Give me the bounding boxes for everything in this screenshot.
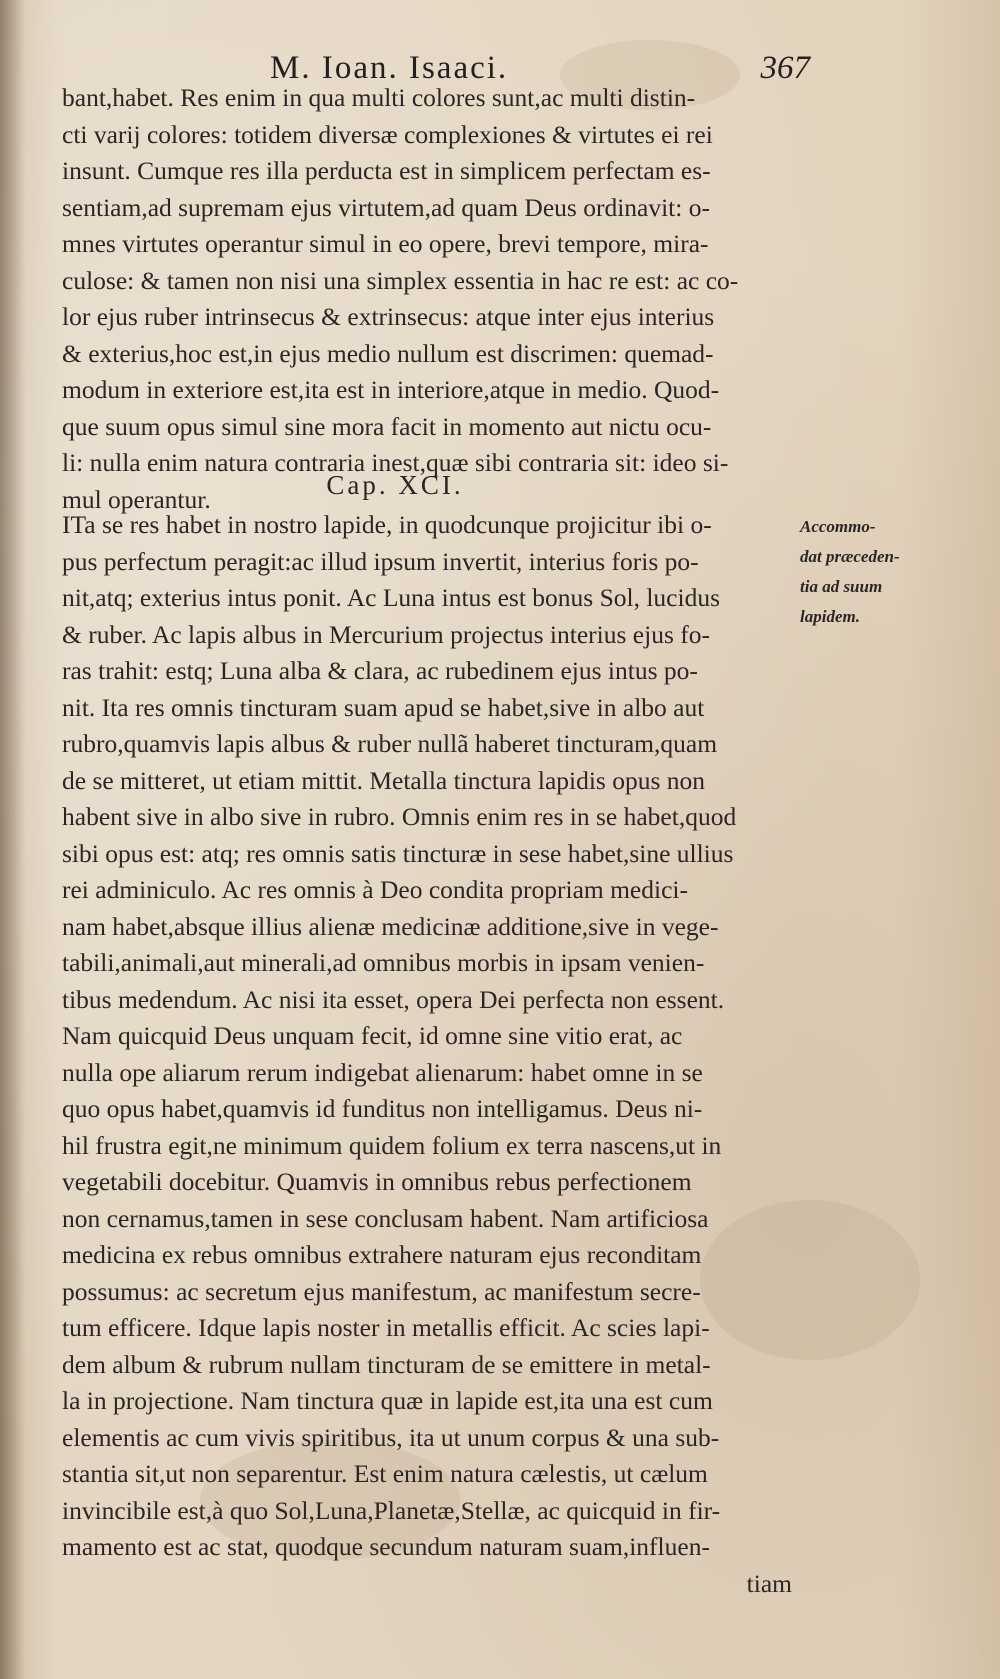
text-line: lor ejus ruber intrinsecus & extrinsecus: atque inter ejus interius	[62, 302, 715, 331]
text-line: bant,habet. Res enim in qua multi colores sunt,ac multi distin-	[62, 83, 696, 112]
text-line: modum in exteriore est,ita est in interiore,atque in medio. Quod-	[62, 375, 720, 404]
text-line: medicina ex rebus omnibus extrahere naturam ejus reconditam	[62, 1240, 702, 1269]
text-line: tum efficere. Idque lapis noster in metallis efficit. Ac scies lapi-	[62, 1313, 710, 1342]
text-line: rei adminiculo. Ac res omnis à Deo condita propriam medici-	[62, 875, 688, 904]
text-line: mnes virtutes operantur simul in eo opere, brevi tempore, mira-	[62, 229, 709, 258]
chapter-heading: Cap. XCI.	[326, 470, 464, 500]
marginal-note-line: Accommo-	[800, 517, 876, 536]
text-line: invincibile est,à quo Sol,Luna,Planetæ,Stellæ, ac quicquid in fir-	[62, 1495, 721, 1525]
text-line: possumus: ac secretum ejus manifestum, ac manifestum secre-	[62, 1276, 701, 1306]
text-line: rubro,quamvis lapis albus & ruber nullã haberet tincturam,quam	[62, 729, 718, 758]
text-line: nam habet,absque illius alienæ medicinæ additione,sive in vege-	[62, 911, 719, 941]
marginal-note-line: dat præceden-	[800, 547, 900, 566]
text-line: & exterius,hoc est,in ejus medio nullum est discrimen: quemad-	[62, 338, 714, 368]
page-edge-shadow	[0, 0, 26, 1679]
text-line: pus perfectum peragit:ac illud ipsum invertit, interius foris po-	[62, 546, 699, 576]
text-line: elementis ac cum vivis spiritibus, ita ut unum corpus & una sub-	[62, 1422, 720, 1452]
text-line: la in projectione. Nam tinctura quæ in lapide est,ita una est cum	[62, 1386, 713, 1415]
text-line: & ruber. Ac lapis albus in Mercurium projectus interius ejus fo-	[62, 619, 710, 649]
text-line: de se mitteret, ut etiam mittit. Metalla tinctura lapidis opus non	[62, 765, 706, 795]
text-line: li: nulla enim natura contraria inest,quæ sibi contraria sit: ideo si-	[62, 448, 729, 477]
page-number: 367	[760, 50, 810, 86]
text-line: habent sive in albo sive in rubro. Omnis enim res in se habet,quod	[62, 802, 737, 831]
running-head: M. Ioan. Isaaci.	[270, 50, 509, 86]
text-line: stantia sit,ut non separentur. Est enim natura cælestis, ut cælum	[62, 1459, 708, 1488]
paragraph-top	[62, 80, 792, 518]
text-line: vegetabili docebitur. Quamvis in omnibus rebus perfectionem	[62, 1167, 692, 1196]
text-line: culose: & tamen non nisi una simplex essentia in hac re est: ac co-	[62, 265, 739, 295]
text-line: sibi opus est: atq; res omnis satis tincturæ in sese habet,sine ullius	[62, 838, 734, 868]
marginal-note	[800, 512, 960, 632]
text-line: sentiam,ad supremam ejus virtutem,ad quam Deus ordinavit: o-	[62, 192, 710, 222]
text-line: nit,atq; exterius intus ponit. Ac Luna intus est bonus Sol, lucidus	[62, 583, 721, 612]
text-line: quo opus habet,quamvis id funditus non intelligamus. Deus ni-	[62, 1094, 703, 1123]
marginal-note-line: lapidem.	[800, 607, 860, 626]
text-line: ras trahit: estq; Luna alba & clara, ac rubedinem ejus intus po-	[62, 656, 698, 685]
text-line: ITa se res habet in nostro lapide, in quodcunque projicitur ibi o-	[62, 510, 712, 539]
text-line: tabili,animali,aut minerali,ad omnibus morbis in ipsam venien-	[62, 948, 705, 977]
text-line: cti varij colores: totidem diversæ complexiones & virtutes ei rei	[62, 119, 713, 149]
text-line: hil frustra egit,ne minimum quidem folium ex terra nascens,ut in	[62, 1130, 722, 1160]
text-line: que suum opus simul sine mora facit in momento aut nictu ocu-	[62, 411, 712, 441]
paragraph-main	[62, 507, 792, 1602]
text-line: Nam quicquid Deus unquam fecit, id omne sine vitio erat, ac	[62, 1021, 683, 1050]
text-line: insunt. Cumque res illa perducta est in simplicem perfectam es-	[62, 156, 711, 185]
text-line: dem album & rubrum nullam tincturam de se emittere in metal-	[62, 1349, 711, 1379]
catchword: tiam	[746, 1568, 792, 1598]
marginal-note-line: tia ad suum	[800, 577, 883, 596]
text-line: mamento est ac stat, quodque secundum naturam suam,influen-	[62, 1532, 710, 1561]
text-line: nulla ope aliarum rerum indigebat alienarum: habet omne in se	[62, 1057, 703, 1087]
text-line: tibus medendum. Ac nisi ita esset, opera Dei perfecta non essent.	[62, 984, 725, 1014]
text-line: mul operantur.	[62, 484, 211, 514]
text-line: non cernamus,tamen in sese conclusam habent. Nam artificiosa	[62, 1203, 709, 1233]
text-line: nit. Ita res omnis tincturam suam apud se habet,sive in albo aut	[62, 692, 705, 722]
